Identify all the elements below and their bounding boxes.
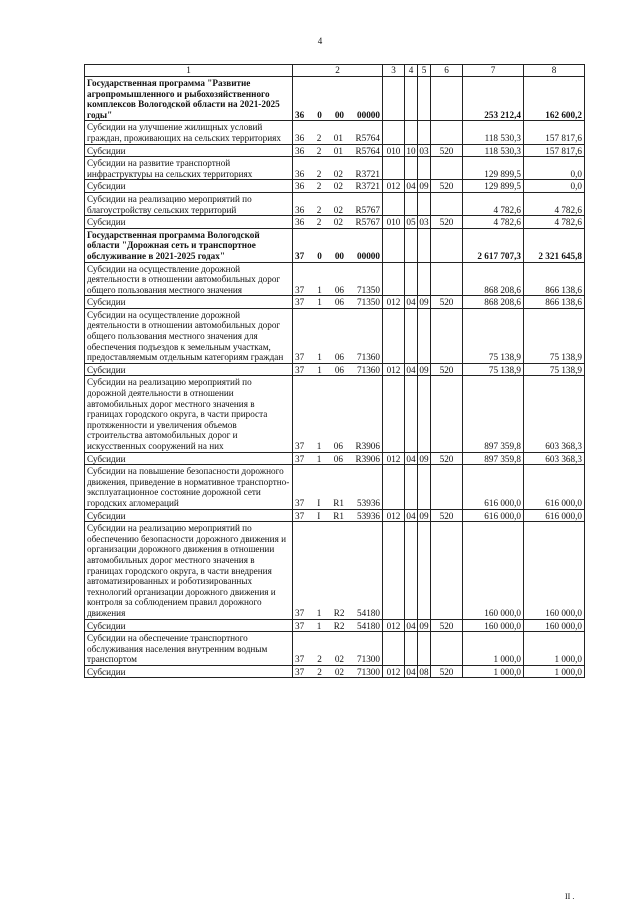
amount-2021-cell: 616 000,0 [463, 509, 524, 522]
code-part: 53936 [357, 510, 380, 521]
code-part: R5767 [355, 217, 380, 228]
row-name: Субсидии на реализацию мероприятий по благоустройству сельских территорий [85, 192, 293, 215]
code-part: 2 [316, 168, 322, 179]
col-3-cell: 012 [383, 180, 405, 193]
code-part: 02 [333, 217, 343, 228]
header-cell: 5 [418, 65, 431, 77]
code-part: 2 [317, 666, 322, 677]
code-part: 36 [295, 145, 305, 156]
amount-2022-cell: 4 782,6 [524, 192, 585, 215]
code-part: 37 [295, 453, 305, 464]
table-row [85, 180, 585, 193]
program-code [293, 192, 383, 215]
table-row [85, 465, 585, 509]
code-part: 71350 [357, 284, 380, 295]
table-row [85, 509, 585, 522]
amount-2021-cell: 616 000,0 [463, 465, 524, 509]
amount-2021-cell: 1 000,0 [463, 632, 524, 666]
amount-2022-cell: 603 368,3 [524, 376, 585, 452]
col-6-cell [431, 157, 463, 180]
col-4-cell: 04 [406, 510, 416, 521]
col-6-cell [431, 121, 463, 144]
amount-2021-cell: 4 782,6 [463, 192, 524, 215]
col-4-cell: 04 [406, 181, 416, 192]
code-part: R3721 [355, 168, 380, 179]
row-name: Государственная программа Вологодской области "Дорожная сеть и транспортное обслуживание в 2021-2025 годах" [85, 228, 293, 262]
code-part: 1 [317, 352, 322, 363]
amount-2021-cell: 75 138,9 [463, 308, 524, 363]
row-name: Субсидии на обеспечение транспортного обслуживания населения внутренним водным транспортом [85, 632, 293, 666]
table-row [85, 192, 585, 215]
col-3-cell: 010 [383, 144, 405, 157]
amount-2022-cell: 866 138,6 [524, 262, 585, 296]
header-row [85, 65, 585, 77]
col-6-cell: 520 [431, 180, 463, 193]
code-part: 71360 [357, 352, 380, 363]
amount-2022-cell: 75 138,9 [524, 363, 585, 376]
header-cell: 6 [431, 65, 463, 77]
code-part: R2 [333, 607, 345, 618]
col-5-cell [418, 121, 431, 144]
col-6-cell [431, 228, 463, 262]
col-3-cell [383, 192, 405, 215]
corner-mark: II . [565, 892, 575, 901]
code-part: R3906 [355, 453, 380, 464]
code-part: 0 [317, 250, 322, 261]
code-part: 1 [316, 441, 322, 451]
amount-2021-cell: 129 899,5 [463, 180, 524, 193]
budget-table [84, 64, 585, 678]
col-4-cell [405, 192, 418, 215]
row-name: Субсидии [85, 180, 293, 193]
code-part: 01 [333, 132, 343, 143]
row-name: Субсидии [85, 296, 293, 309]
code-part: 1 [317, 297, 322, 308]
col-5-cell: 09 [419, 364, 429, 375]
col-4-cell: 10 [406, 145, 416, 156]
program-code [293, 121, 383, 144]
code-part: 02 [333, 204, 343, 215]
table-row [85, 619, 585, 632]
col-5-cell: 08 [419, 666, 429, 677]
col-4-cell [405, 632, 418, 666]
amount-2022-cell: 616 000,0 [524, 509, 585, 522]
amount-2021-cell: 129 899,5 [463, 157, 524, 180]
amount-2021-cell: 118 530,3 [463, 121, 524, 144]
amount-2021-cell: 160 000,0 [463, 619, 524, 632]
amount-2022-cell: 2 321 645,8 [524, 228, 585, 262]
page-number: 4 [317, 36, 323, 46]
col-5-cell: 09 [419, 181, 429, 192]
code-part: 36 [295, 217, 305, 228]
amount-2021-cell: 253 212,4 [463, 77, 524, 121]
code-part: 06 [333, 453, 343, 464]
row-name: Субсидии [85, 619, 293, 632]
code-part: R1 [333, 497, 345, 508]
code-part: R5767 [355, 204, 380, 215]
row-name: Субсидии на повышение безопасности дорожного движения, приведение в нормативное транспортно-эксплуатационное состояние дорожной сети городских агломераций [85, 465, 293, 509]
col-3-cell: 012 [383, 509, 405, 522]
col-6-cell [431, 632, 463, 666]
code-part: 36 [295, 168, 305, 179]
code-part: R5764 [355, 132, 380, 143]
amount-2022-cell: 4 782,6 [524, 216, 585, 229]
table-row [85, 77, 585, 121]
col-3-cell [383, 228, 405, 262]
table-row [85, 144, 585, 157]
table-row [85, 665, 585, 678]
row-name: Субсидии на реализацию мероприятий по обеспечению безопасности дорожного движения и организации дорожного движения в отношении автомобильных дорог местного значения в границах городского округа, в части внедрения автоматизированных и роботизированных технологий организации дорожного движения и контроля за соблюдением правил дорожного движения [85, 522, 293, 619]
col-5-cell: 09 [419, 620, 429, 631]
col-3-cell [383, 522, 405, 619]
table-row [85, 296, 585, 309]
col-6-cell: 520 [431, 363, 463, 376]
amount-2021-cell: 1 000,0 [463, 665, 524, 678]
col-3-cell: 012 [383, 452, 405, 465]
code-part: 36 [295, 181, 305, 192]
col-5-cell [418, 157, 431, 180]
header-cell: 2 [293, 65, 383, 77]
amount-2021-cell: 868 208,6 [463, 262, 524, 296]
col-3-cell [383, 632, 405, 666]
col-4-cell [405, 522, 418, 619]
code-part: 00 [334, 250, 344, 261]
code-part: 54180 [357, 620, 380, 631]
col-3-cell [383, 77, 405, 121]
code-part: R2 [333, 620, 345, 631]
amount-2022-cell: 160 000,0 [524, 522, 585, 619]
col-5-cell: 03 [419, 145, 429, 156]
col-4-cell [405, 376, 418, 452]
code-part: 71300 [357, 654, 380, 665]
code-part: 06 [334, 364, 344, 375]
col-4-cell [405, 465, 418, 509]
amount-2022-cell: 157 817,6 [524, 144, 585, 157]
amount-2021-cell: 897 359,8 [463, 376, 524, 452]
amount-2021-cell: 160 000,0 [463, 522, 524, 619]
col-4-cell [405, 308, 418, 363]
col-5-cell [418, 522, 431, 619]
code-part: R5764 [355, 145, 380, 156]
code-part: 00000 [357, 250, 380, 261]
code-part: 1 [317, 364, 322, 375]
code-part: R3721 [355, 181, 380, 192]
code-part: 1 [316, 620, 322, 631]
code-part: 37 [295, 654, 305, 665]
col-4-cell [405, 228, 418, 262]
col-6-cell [431, 192, 463, 215]
table-row [85, 632, 585, 666]
code-part: 2 [316, 145, 322, 156]
code-part: 37 [295, 250, 305, 261]
code-part: 37 [295, 284, 305, 295]
row-name: Субсидии на улучшение жилищных условий граждан, проживающих на сельских территориях [85, 121, 293, 144]
header-cell: 4 [405, 65, 418, 77]
col-5-cell [418, 308, 431, 363]
code-part: 37 [295, 510, 305, 521]
code-part: 37 [295, 607, 305, 618]
program-code [293, 363, 383, 376]
amount-2021-cell: 897 359,8 [463, 452, 524, 465]
program-code [293, 262, 383, 296]
program-code [293, 509, 383, 522]
header-cell: 3 [383, 65, 405, 77]
code-part: R3906 [355, 441, 380, 451]
amount-2021-cell: 118 530,3 [463, 144, 524, 157]
amount-2021-cell: 75 138,9 [463, 363, 524, 376]
code-part: 1 [317, 284, 322, 295]
col-6-cell [431, 262, 463, 296]
program-code [293, 216, 383, 229]
code-part: 1 [316, 607, 322, 618]
row-name: Субсидии на осуществление дорожной деятельности в отношении автомобильных дорог общего пользования местного значения для обеспечения подъездов к земельным участкам, предоставляемым отдельным категориям граждан [85, 308, 293, 363]
table-row [85, 522, 585, 619]
code-part: 06 [333, 441, 343, 451]
col-4-cell [405, 262, 418, 296]
col-6-cell [431, 522, 463, 619]
amount-2022-cell: 0,0 [524, 157, 585, 180]
code-part: R1 [333, 510, 345, 521]
row-name: Государственная программа "Развитие агропромышленного и рыбохозяйственного комплексов Вологодской области на 2021-2025 годы" [85, 77, 293, 121]
col-3-cell: 012 [383, 619, 405, 632]
col-4-cell [405, 77, 418, 121]
col-5-cell [418, 632, 431, 666]
header-cell: 1 [85, 65, 293, 77]
header-cell: 8 [524, 65, 585, 77]
col-3-cell [383, 157, 405, 180]
code-part: 37 [295, 620, 305, 631]
amount-2022-cell: 162 600,2 [524, 77, 585, 121]
col-6-cell: 520 [431, 619, 463, 632]
col-5-cell [418, 77, 431, 121]
col-6-cell: 520 [431, 144, 463, 157]
col-5-cell: 09 [419, 510, 429, 521]
row-name: Субсидии [85, 509, 293, 522]
code-part: 71360 [357, 364, 380, 375]
program-code [293, 228, 383, 262]
table-row [85, 228, 585, 262]
col-4-cell: 05 [406, 217, 416, 228]
amount-2022-cell: 157 817,6 [524, 121, 585, 144]
code-part: 00000 [357, 109, 380, 120]
col-5-cell: 09 [419, 297, 429, 308]
code-part: 37 [295, 352, 305, 363]
col-4-cell: 04 [406, 620, 416, 631]
code-part: 53936 [357, 497, 380, 508]
code-part: 36 [295, 132, 305, 143]
header-cell: 7 [463, 65, 524, 77]
program-code [293, 619, 383, 632]
code-part: 54180 [357, 607, 380, 618]
program-code [293, 665, 383, 678]
table-row [85, 308, 585, 363]
col-6-cell [431, 376, 463, 452]
code-part: 02 [334, 666, 344, 677]
program-code [293, 157, 383, 180]
program-code [293, 522, 383, 619]
col-5-cell [418, 192, 431, 215]
table-row [85, 376, 585, 452]
col-3-cell: 010 [383, 216, 405, 229]
code-part: 00 [334, 109, 344, 120]
col-5-cell [418, 228, 431, 262]
amount-2022-cell: 603 368,3 [524, 452, 585, 465]
row-name: Субсидии [85, 363, 293, 376]
col-3-cell: 012 [383, 296, 405, 309]
col-5-cell [418, 465, 431, 509]
col-3-cell [383, 121, 405, 144]
amount-2021-cell: 4 782,6 [463, 216, 524, 229]
amount-2022-cell: 160 000,0 [524, 619, 585, 632]
program-code [293, 632, 383, 666]
col-3-cell [383, 376, 405, 452]
code-part: 71300 [357, 666, 380, 677]
col-6-cell: 520 [431, 216, 463, 229]
code-part: 37 [295, 441, 305, 451]
col-6-cell: 520 [431, 296, 463, 309]
code-part: 71350 [357, 297, 380, 308]
row-name: Субсидии [85, 144, 293, 157]
col-6-cell [431, 77, 463, 121]
col-6-cell [431, 465, 463, 509]
amount-2022-cell: 75 138,9 [524, 308, 585, 363]
code-part: 37 [295, 497, 305, 508]
row-name: Субсидии на осуществление дорожной деятельности в отношении автомобильных дорог общего пользования местного значения [85, 262, 293, 296]
code-part: 1 [316, 453, 322, 464]
table-row [85, 262, 585, 296]
col-3-cell [383, 465, 405, 509]
amount-2022-cell: 866 138,6 [524, 296, 585, 309]
program-code [293, 452, 383, 465]
code-part: 2 [316, 217, 322, 228]
col-3-cell [383, 308, 405, 363]
code-part: 06 [334, 352, 344, 363]
row-name: Субсидии на реализацию мероприятий по дорожной деятельности в отношении автомобильных дорог местного значения в границах городского округа, в части прироста протяженности и увеличения объемов строительства автомобильных дорог и искусственных сооружений на них [85, 376, 293, 452]
code-part: 36 [295, 204, 305, 215]
code-part: 37 [295, 297, 305, 308]
row-name: Субсидии [85, 452, 293, 465]
col-4-cell: 04 [406, 364, 416, 375]
program-code [293, 376, 383, 452]
col-6-cell: 520 [431, 665, 463, 678]
amount-2022-cell: 1 000,0 [524, 632, 585, 666]
amount-2021-cell: 2 617 707,3 [463, 228, 524, 262]
code-part: 06 [334, 284, 344, 295]
program-code [293, 465, 383, 509]
col-3-cell: 012 [383, 665, 405, 678]
table-row [85, 121, 585, 144]
col-5-cell: 09 [419, 453, 429, 464]
row-name: Субсидии на развитие транспортной инфраструктуры на сельских территориях [85, 157, 293, 180]
code-part: 02 [334, 654, 344, 665]
table-row [85, 216, 585, 229]
program-code [293, 77, 383, 121]
col-4-cell: 04 [406, 666, 416, 677]
amount-2022-cell: 1 000,0 [524, 665, 585, 678]
code-part: 2 [317, 654, 322, 665]
row-name: Субсидии [85, 216, 293, 229]
row-name: Субсидии [85, 665, 293, 678]
code-part: 37 [295, 364, 305, 375]
program-code [293, 144, 383, 157]
code-part: 02 [333, 181, 343, 192]
code-part: I [317, 497, 321, 508]
code-part: 0 [317, 109, 322, 120]
col-4-cell: 04 [406, 453, 416, 464]
col-3-cell: 012 [383, 363, 405, 376]
code-part: I [317, 510, 321, 521]
code-part: 2 [316, 132, 322, 143]
amount-2021-cell: 868 208,6 [463, 296, 524, 309]
code-part: 06 [334, 297, 344, 308]
table-row [85, 452, 585, 465]
col-5-cell [418, 376, 431, 452]
col-4-cell: 04 [406, 297, 416, 308]
col-6-cell: 520 [431, 509, 463, 522]
col-5-cell: 03 [419, 217, 429, 228]
col-4-cell [405, 121, 418, 144]
amount-2022-cell: 616 000,0 [524, 465, 585, 509]
table-row [85, 363, 585, 376]
program-code [293, 296, 383, 309]
code-part: 2 [316, 181, 322, 192]
program-code [293, 180, 383, 193]
code-part: 2 [316, 204, 322, 215]
code-part: 37 [295, 666, 305, 677]
amount-2022-cell: 0,0 [524, 180, 585, 193]
code-part: 36 [295, 109, 305, 120]
col-4-cell [405, 157, 418, 180]
code-part: 01 [333, 145, 343, 156]
program-code [293, 308, 383, 363]
col-6-cell: 520 [431, 452, 463, 465]
col-5-cell [418, 262, 431, 296]
col-3-cell [383, 262, 405, 296]
code-part: 02 [333, 168, 343, 179]
col-6-cell [431, 308, 463, 363]
table-row [85, 157, 585, 180]
